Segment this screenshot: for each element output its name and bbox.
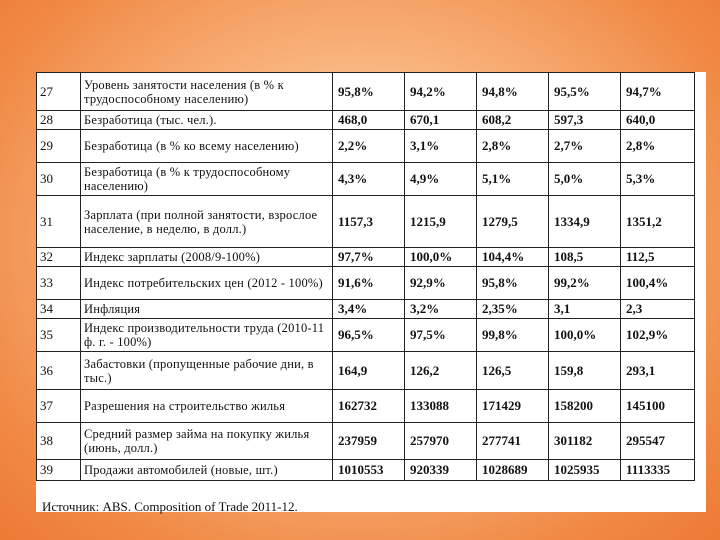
source-note: Источник: ABS. Composition of Trade 2011-12.	[42, 499, 298, 514]
value-cell: 164,9	[333, 352, 405, 390]
table-row	[37, 319, 695, 352]
value-cell: 100,4%	[621, 267, 695, 300]
value-cell: 5,0%	[549, 163, 621, 196]
statistics-table	[36, 72, 695, 481]
table-row	[37, 267, 695, 300]
table-row	[37, 390, 695, 423]
row-number: 34	[37, 300, 81, 319]
value-cell: 640,0	[621, 111, 695, 130]
value-cell: 277741	[477, 423, 549, 460]
value-cell: 133088	[405, 390, 477, 423]
indicator-name: Безработица (в % ко всему населению)	[81, 130, 333, 163]
value-cell: 100,0%	[405, 248, 477, 267]
row-number: 32	[37, 248, 81, 267]
value-cell: 1334,9	[549, 196, 621, 248]
value-cell: 145100	[621, 390, 695, 423]
value-cell: 95,8%	[333, 73, 405, 111]
value-cell: 2,3	[621, 300, 695, 319]
value-cell: 97,5%	[405, 319, 477, 352]
value-cell: 162732	[333, 390, 405, 423]
row-number: 30	[37, 163, 81, 196]
value-cell: 95,5%	[549, 73, 621, 111]
value-cell: 94,7%	[621, 73, 695, 111]
row-number: 31	[37, 196, 81, 248]
value-cell: 158200	[549, 390, 621, 423]
indicator-name: Индекс зарплаты (2008/9-100%)	[81, 248, 333, 267]
value-cell: 1025935	[549, 460, 621, 481]
indicator-name: Инфляция	[81, 300, 333, 319]
table-row	[37, 300, 695, 319]
value-cell: 3,1	[549, 300, 621, 319]
value-cell: 112,5	[621, 248, 695, 267]
value-cell: 3,2%	[405, 300, 477, 319]
table-row	[37, 248, 695, 267]
value-cell: 608,2	[477, 111, 549, 130]
indicator-name: Забастовки (пропущенные рабочие дни, в тыс.)	[81, 352, 333, 390]
value-cell: 3,1%	[405, 130, 477, 163]
table-row	[37, 460, 695, 481]
table-row	[37, 111, 695, 130]
row-number: 36	[37, 352, 81, 390]
indicator-name: Безработица (тыс. чел.).	[81, 111, 333, 130]
value-cell: 104,4%	[477, 248, 549, 267]
value-cell: 257970	[405, 423, 477, 460]
value-cell: 171429	[477, 390, 549, 423]
value-cell: 108,5	[549, 248, 621, 267]
value-cell: 100,0%	[549, 319, 621, 352]
value-cell: 102,9%	[621, 319, 695, 352]
row-number: 39	[37, 460, 81, 481]
value-cell: 2,8%	[621, 130, 695, 163]
indicator-name: Зарплата (при полной занятости, взрослое население, в неделю, в долл.)	[81, 196, 333, 248]
value-cell: 99,8%	[477, 319, 549, 352]
value-cell: 2,8%	[477, 130, 549, 163]
row-number: 35	[37, 319, 81, 352]
value-cell: 92,9%	[405, 267, 477, 300]
indicator-name: Продажи автомобилей (новые, шт.)	[81, 460, 333, 481]
table-row	[37, 423, 695, 460]
indicator-name: Индекс производительности труда (2010-11 ф. г. - 100%)	[81, 319, 333, 352]
indicator-name: Безработица (в % к трудоспособному населению)	[81, 163, 333, 196]
value-cell: 468,0	[333, 111, 405, 130]
value-cell: 126,2	[405, 352, 477, 390]
value-cell: 670,1	[405, 111, 477, 130]
row-number: 37	[37, 390, 81, 423]
value-cell: 4,9%	[405, 163, 477, 196]
value-cell: 237959	[333, 423, 405, 460]
table-row	[37, 130, 695, 163]
value-cell: 1157,3	[333, 196, 405, 248]
value-cell: 91,6%	[333, 267, 405, 300]
value-cell: 1113335	[621, 460, 695, 481]
value-cell: 295547	[621, 423, 695, 460]
row-number: 27	[37, 73, 81, 111]
row-number: 28	[37, 111, 81, 130]
value-cell: 293,1	[621, 352, 695, 390]
value-cell: 94,8%	[477, 73, 549, 111]
value-cell: 5,1%	[477, 163, 549, 196]
table-row	[37, 73, 695, 111]
indicator-name: Индекс потребительских цен (2012 - 100%)	[81, 267, 333, 300]
indicator-name: Разрешения на строительство жилья	[81, 390, 333, 423]
value-cell: 1351,2	[621, 196, 695, 248]
value-cell: 126,5	[477, 352, 549, 390]
value-cell: 159,8	[549, 352, 621, 390]
table-row	[37, 163, 695, 196]
value-cell: 99,2%	[549, 267, 621, 300]
value-cell: 3,4%	[333, 300, 405, 319]
value-cell: 94,2%	[405, 73, 477, 111]
value-cell: 2,7%	[549, 130, 621, 163]
value-cell: 96,5%	[333, 319, 405, 352]
value-cell: 4,3%	[333, 163, 405, 196]
value-cell: 1279,5	[477, 196, 549, 248]
indicator-name: Уровень занятости населения (в % к трудоспособному населению)	[81, 73, 333, 111]
value-cell: 1215,9	[405, 196, 477, 248]
row-number: 29	[37, 130, 81, 163]
table-row	[37, 352, 695, 390]
value-cell: 5,3%	[621, 163, 695, 196]
value-cell: 95,8%	[477, 267, 549, 300]
row-number: 33	[37, 267, 81, 300]
indicator-name: Средний размер займа на покупку жилья (июнь, долл.)	[81, 423, 333, 460]
value-cell: 597,3	[549, 111, 621, 130]
value-cell: 301182	[549, 423, 621, 460]
table-row	[37, 196, 695, 248]
value-cell: 920339	[405, 460, 477, 481]
table-sheet	[36, 72, 706, 512]
value-cell: 2,2%	[333, 130, 405, 163]
row-number: 38	[37, 423, 81, 460]
value-cell: 1028689	[477, 460, 549, 481]
value-cell: 1010553	[333, 460, 405, 481]
value-cell: 2,35%	[477, 300, 549, 319]
value-cell: 97,7%	[333, 248, 405, 267]
